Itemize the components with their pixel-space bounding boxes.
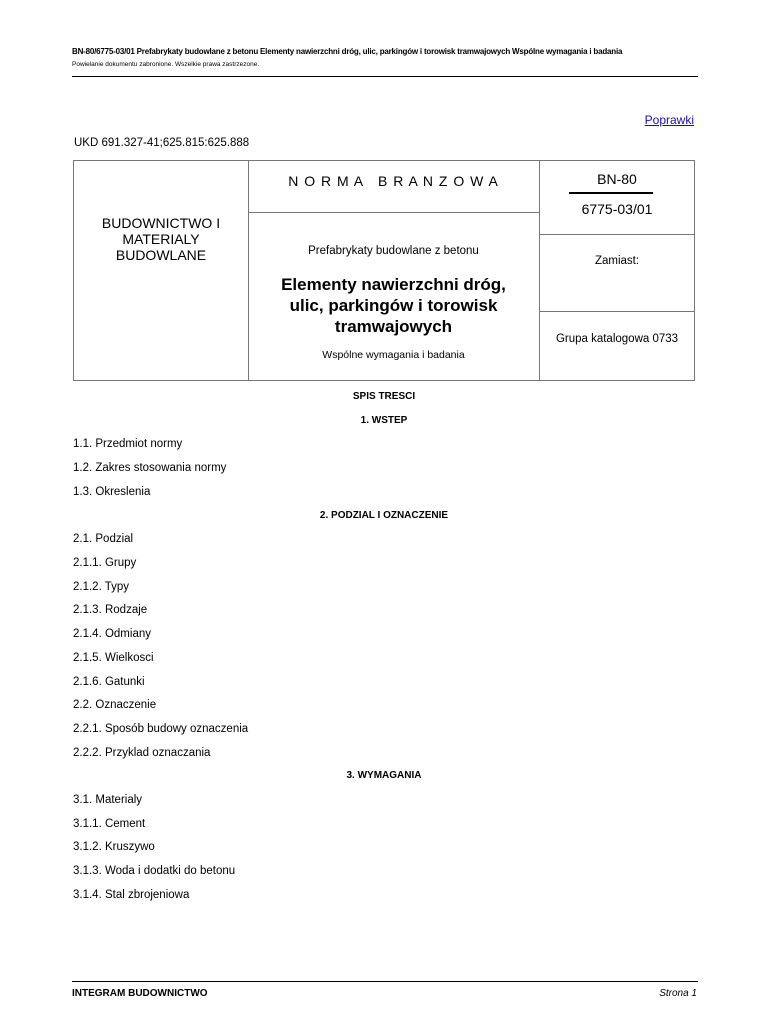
toc-item: 1.1. Przedmiot normy bbox=[73, 438, 183, 450]
norm-code-prefix: BN-80 bbox=[597, 171, 637, 187]
toc-item: 2.1.4. Odmiany bbox=[73, 628, 151, 640]
toc-item: 3.1.1. Cement bbox=[73, 818, 146, 830]
norm-type: N O R M A B R A N Z O W A bbox=[288, 173, 499, 189]
toc-item: 3.1.3. Woda i dodatki do betonu bbox=[73, 865, 236, 877]
toc-item: 2.1. Podzial bbox=[73, 533, 134, 545]
toc-item: 2.2.1. Sposób budowy oznaczenia bbox=[73, 723, 249, 735]
table-divider bbox=[248, 161, 249, 380]
toc-item: 3.1.2. Kruszywo bbox=[73, 841, 155, 853]
toc-item: 1.2. Zakres stosowania normy bbox=[73, 462, 227, 474]
toc-item: 3.1.4. Stal zbrojeniowa bbox=[73, 889, 190, 901]
footer-divider bbox=[72, 981, 698, 982]
category-cell bbox=[74, 215, 248, 263]
header-divider bbox=[72, 76, 698, 77]
table-divider bbox=[539, 311, 695, 312]
toc-item: 1.3. Okreslenia bbox=[73, 486, 151, 498]
toc-item: 2.2.2. Przyklad oznaczania bbox=[73, 747, 211, 759]
norm-title-line: tramwajowych bbox=[334, 317, 453, 336]
toc-item: 2.1.6. Gatunki bbox=[73, 676, 145, 688]
toc-section-heading: 2. PODZIAL I OZNACZENIE bbox=[319, 510, 449, 521]
toc-section-heading: 3. WYMAGANIA bbox=[346, 770, 422, 781]
norm-title-line: Elementy nawierzchni dróg, bbox=[281, 275, 506, 294]
norm-code-number: 6775-03/01 bbox=[581, 201, 653, 217]
toc-item: 2.1.5. Wielkosci bbox=[73, 652, 154, 664]
toc-item: 2.1.3. Rodzaje bbox=[73, 604, 148, 616]
table-divider bbox=[539, 161, 540, 380]
toc-item: 3.1. Materialy bbox=[73, 794, 143, 806]
document-header-title: BN-80/6775-03/01 Prefabrykaty budowlane z betonu Elementy nawierzchni dróg, ulic, parkingów i torowisk tramwajowych Wspólne wymagania i badania bbox=[72, 47, 623, 56]
category-line: MATERIALY bbox=[122, 231, 200, 247]
norm-info-table bbox=[73, 160, 695, 381]
norm-scope: Wspólne wymagania i badania bbox=[322, 349, 465, 361]
toc-item: 2.1.1. Grupy bbox=[73, 557, 137, 569]
toc-section-heading: 1. WSTEP bbox=[360, 415, 408, 426]
replaces-label: Zamiast: bbox=[594, 255, 640, 267]
table-divider bbox=[539, 234, 695, 235]
footer-publisher: INTEGRAM BUDOWNICTWO bbox=[72, 988, 208, 999]
catalog-group: Grupa katalogowa 0733 bbox=[555, 333, 679, 345]
toc-item: 2.1.2. Typy bbox=[73, 581, 130, 593]
document-header-notice: Powielanie dokumentu zabronione. Wszelkie prawa zastrzezone. bbox=[72, 61, 260, 68]
category-line: BUDOWNICTWO I bbox=[101, 215, 221, 231]
norm-title-line: ulic, parkingów i torowisk bbox=[289, 296, 498, 315]
table-divider bbox=[248, 212, 539, 213]
toc-item: 2.2. Oznaczenie bbox=[73, 699, 157, 711]
norm-title bbox=[248, 274, 539, 337]
ukd-classification: UKD 691.327-41;625.815:625.888 bbox=[74, 137, 250, 149]
category-line: BUDOWLANE bbox=[115, 247, 207, 263]
toc-heading: SPIS TRESCI bbox=[352, 391, 416, 402]
product-subtitle: Prefabrykaty budowlane z betonu bbox=[308, 245, 479, 257]
page-number: Strona 1 bbox=[659, 988, 697, 999]
corrections-link[interactable]: Poprawki bbox=[644, 113, 694, 127]
code-fraction-line bbox=[569, 192, 653, 194]
